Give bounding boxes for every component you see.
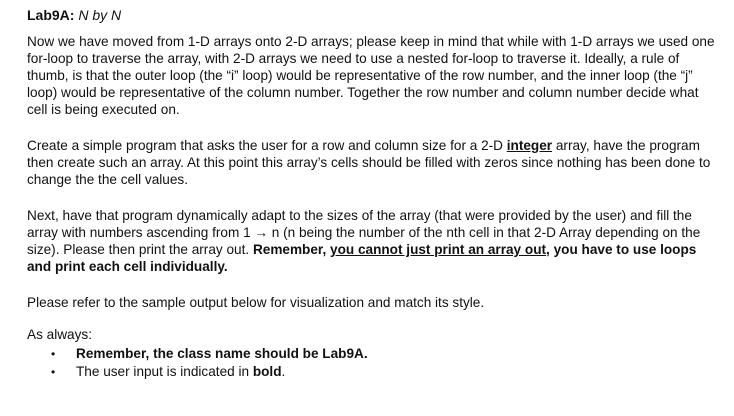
- list-item: [27, 345, 717, 363]
- user-input-note: The user input is indicated in: [76, 364, 253, 379]
- sample-output-note: Please refer to the sample output below for visualization and match its style.: [27, 295, 485, 310]
- period: .: [281, 364, 286, 379]
- lab-number: Lab9A:: [27, 7, 75, 23]
- loops-bold: , you have to use loops and print each cell individually.: [27, 242, 697, 274]
- list-item: [27, 363, 717, 381]
- task-one-text-end: array, have the program then create such an array. At this point this array’s cells should be filled with zeros since nothing has been done to change the the cell values.: [27, 138, 711, 187]
- task-one-paragraph: [27, 137, 717, 188]
- bold-word: bold: [252, 364, 282, 379]
- task-two-paragraph: [27, 207, 717, 275]
- integer-emphasis: integer: [506, 138, 553, 153]
- reminder-list: [27, 345, 717, 381]
- remember-bold: Remember,: [252, 242, 331, 257]
- bullet-icon: •: [51, 347, 56, 361]
- intro-paragraph: Now we have moved from 1-D arrays onto 2-D arrays; please keep in mind that while with 1-D arrays we used one for-loop to traverse the array, with 2-D arrays we need to use a nested for-loop to traverse it. Ideally, a rule of thumb, is that the outer loop (the “i” loop) would be representative of the row number, and the inner loop (the “j” loop) would be representative of the column number. Together the row number and column number decide what cell is being executed on.: [27, 34, 715, 117]
- task-one-text: Create a simple program that asks the user for a row and column size for a 2-D: [27, 138, 507, 153]
- bullet-icon: •: [51, 365, 56, 379]
- document: [27, 7, 717, 381]
- print-warning: you cannot just print an array out: [330, 242, 547, 257]
- lab-subtitle: N by N: [78, 7, 122, 23]
- task-two-text: Next, have that program dynamically adapt to the sizes of the array (that were provided by the user) and fill the array with numbers ascending from 1 → n (n being the number of the nth cell in that 2-D Array depending on the size). Please then print the array out.: [27, 208, 701, 257]
- class-name-reminder: Remember, the class name should be Lab9A.: [76, 346, 368, 361]
- as-always-label: As always:: [27, 327, 92, 342]
- lab-title: [27, 7, 717, 24]
